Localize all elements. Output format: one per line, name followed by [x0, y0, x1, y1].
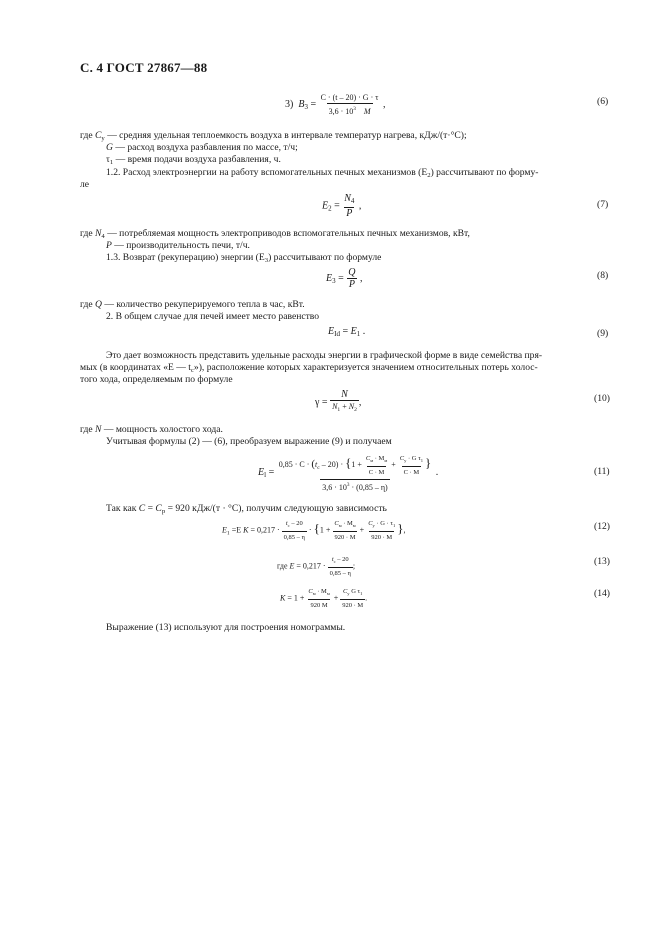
equation-number-10: (10): [594, 393, 610, 404]
definition-tau: $\tau_1$ — время подачи воздуха разбавления, ч.: [106, 154, 281, 166]
paragraph-2: 2. В общем случае для печей имеет место равенство: [106, 311, 320, 322]
equation-number-8: (8): [597, 270, 609, 281]
equation-number-6: (6): [597, 96, 609, 107]
definition-cy: где $C_у$ — средняя удельная теплоемкость воздуха в интервале температур нагрева, кДж/(т·°С);: [80, 130, 467, 142]
equation-12: $E_1 =E$ K = 0,217 · $\frac{t_c - 20}{0,85 - \eta}$ · {1 + $\frac{C_м \cdot M_м}{920 \cdot M}$ + $\frac{C_у \cdot G \cdot \tau_1}{920 \cdot M}$ },: [222, 520, 406, 541]
paragraph-1-2-cont: ле: [80, 179, 90, 190]
definition-p: P — производительность печи, т/ч.: [106, 240, 250, 251]
page-header: С. 4 ГОСТ 27867—88: [80, 60, 208, 75]
definition-g: G — расход воздуха разбавления по массе, т/ч;: [106, 142, 298, 153]
definition-n4: где $N_4$ — потребляемая мощность электроприводов вспомогательных печных механизмов, кВт,: [80, 228, 470, 240]
paragraph-line-1: Это дает возможность представить удельные расходы энергии в графической форме в виде семейства пря-: [106, 350, 543, 361]
paragraph-formulas: Учитывая формулы (2) — (6), преобразуем выражение (9) и получаем: [106, 436, 392, 447]
paragraph-1-2: 1.2. Расход электроэнергии на работу вспомогательных печных механизмов $(E_2)$ рассчитывают по форму-: [106, 167, 539, 179]
definition-q: где Q — количество рекуперируемого тепла в час, кВт.: [80, 299, 305, 310]
definition-n: где N — мощность холостого хода.: [80, 424, 223, 435]
paragraph-1-3: 1.3. Возврат (рекуперацию) энергии $(E_3)$ рассчитывают по формуле: [106, 252, 382, 264]
closing-paragraph: Выражение (13) используют для построения номограммы.: [106, 622, 346, 633]
paragraph-line-2: мых (в координатах «E — $t_c$»), расположение которых характеризуется значением относительных потерь холос-: [80, 362, 538, 374]
paragraph-line-3: того хода, определяемым по формуле: [80, 374, 233, 385]
equation-number-13: (13): [594, 556, 610, 567]
equation-number-11: (11): [594, 466, 610, 477]
equation-number-9: (9): [597, 328, 609, 339]
equation-9: $E_{Id} = E_1$ .: [328, 326, 366, 338]
equation-number-7: (7): [597, 199, 609, 210]
equation-14: K = 1 + $\frac{C_м \cdot M_м}{920 M}$ + $\frac{C_у G \tau_1}{920 \cdot M}$ .: [280, 588, 368, 609]
equation-number-12: (12): [594, 521, 610, 532]
equation-8: $E_3$ = $\frac{Q}{P}$ ,: [326, 267, 363, 290]
equation-11: $E_l$ = $0,85 \cdot C \cdot (t_c - 20) \cdot \{1$ + $\frac{C_м \cdot M_м}{C \cdot M}$ + $\frac{C_у \cdot G \tau_1}{C \cdot M}$ } $3,6 \cdot 10^3 \cdot (0,85 - \eta)$ .: [258, 454, 439, 492]
equation-13: где E = 0,217 · $\frac{t_c - 20}{0,85 - \eta}$ ;: [277, 556, 356, 577]
equation-10: γ = $\frac{N}{N_1 + N_2}$ ,: [315, 389, 361, 416]
equation-7: $E_2$ = $\frac{N_4}{P}$ ,: [322, 193, 362, 219]
equation-6: 3) $B_3$ = $\frac{C \cdot (t - 20) \cdot G \cdot \tau}{3,6 \cdot 10^3 M}$ ,: [285, 93, 386, 116]
equation-number-14: (14): [594, 588, 610, 599]
paragraph-since: Так как $C = C_р = 920$ кДж/(т · °С), получим следующую зависимость: [106, 503, 387, 515]
